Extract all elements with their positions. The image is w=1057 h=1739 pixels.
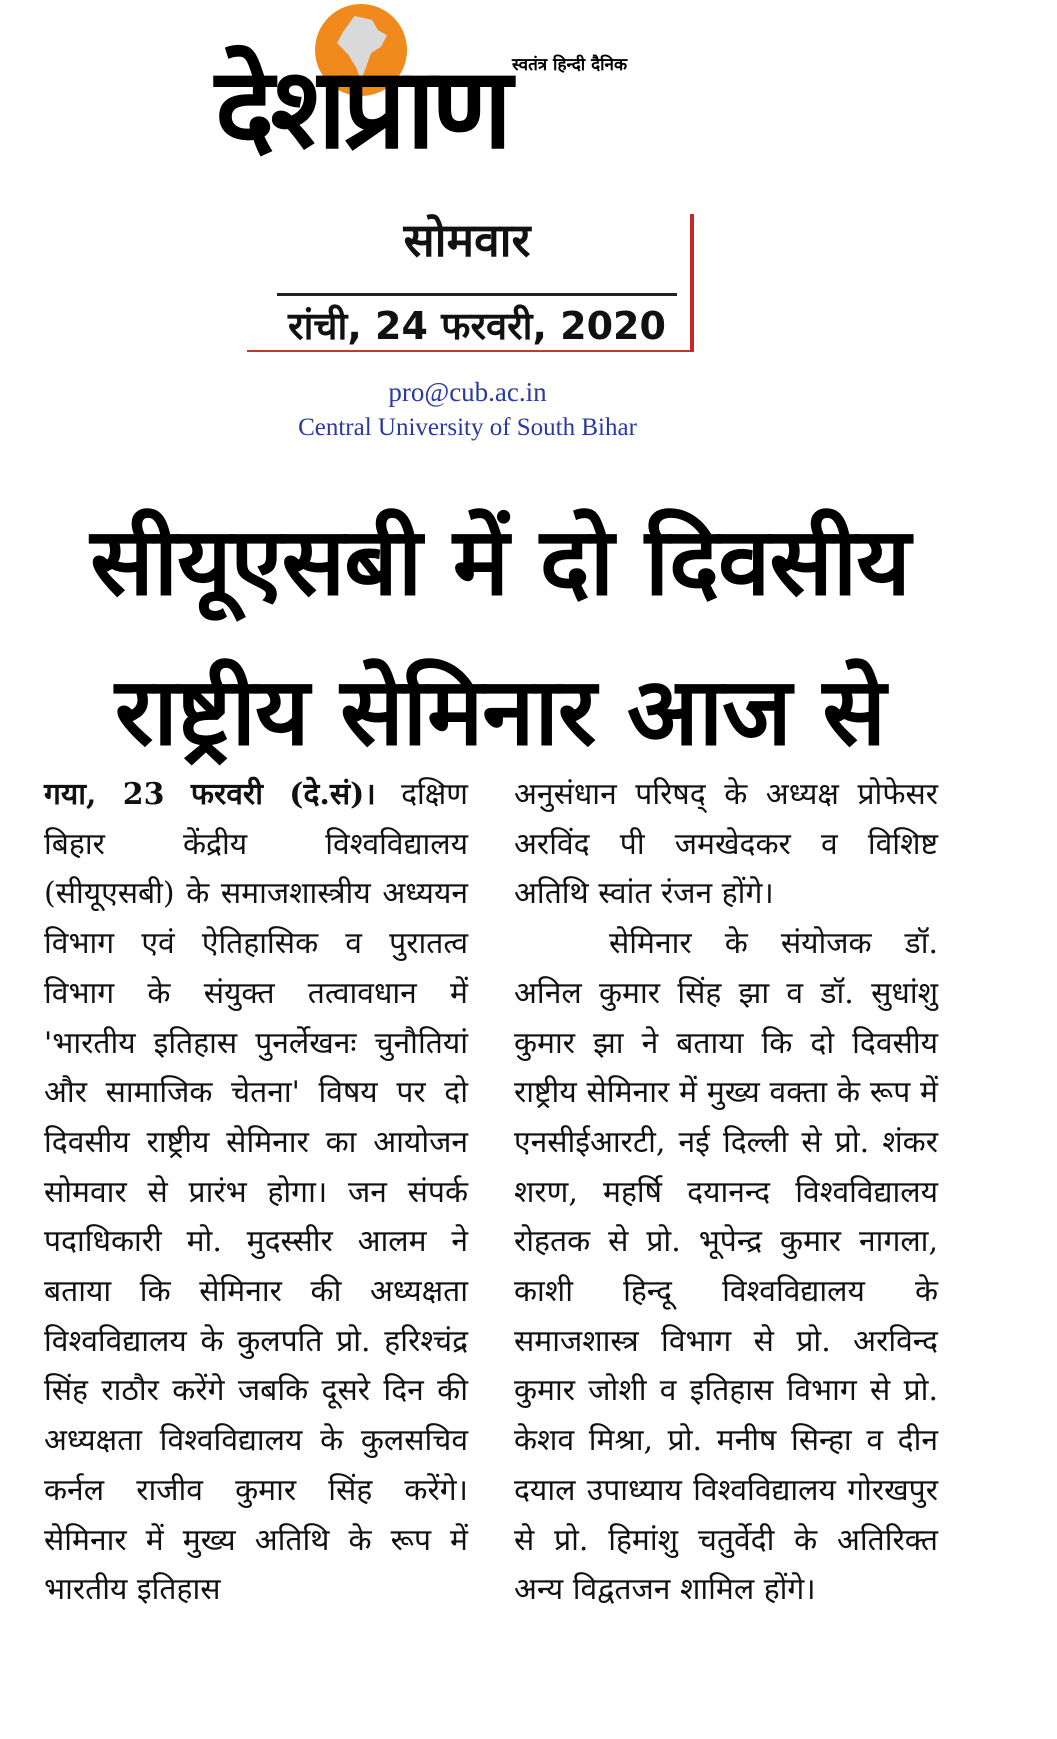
article-column-right [514,770,938,1615]
article-dateline: गया, 23 फरवरी (दे.सं)। [44,777,376,812]
issue-date-block [247,210,687,352]
article-paragraph [44,770,468,1615]
article-paragraph: सेमिनार के संयोजक डॉ. अनिल कुमार सिंह झा व डॉ. सुधांशु कुमार झा ने बताया कि दो दिवसीय राष्ट्रीय सेमिनार में मुख्य वक्ता के रूप में एनसीईआरटी, नई दिल्ली से प्रो. शंकर शरण, महर्षि दयानन्द विश्वविद्यालय रोहतक से प्रो. भूपेन्द्र कुमार नागला, काशी हिन्दू विश्वविद्यालय के समाजशास्त्र विभाग से प्रो. अरविन्द कुमार जोशी व इतिहास विभाग से प्रो. केशव मिश्रा, प्रो. मनीष सिन्हा व दीन दयाल उपाध्याय विश्वविद्यालय गोरखपुर से प्रो. हिमांशु चतुर्वेदी के अतिरिक्त अन्य विद्वतजन शामिल होंगे। [514,926,938,1608]
date-underline-red [247,350,694,352]
article-text: दक्षिण बिहार केंद्रीय विश्वविद्यालय (सीयूएसबी) के समाजशास्त्रीय अध्ययन विभाग एवं ऐतिहासिक व पुरातत्व विभाग के संयुक्त तत्वावधान में 'भारतीय इतिहास पुनर्लेखनः चुनौतियां और सामाजिक चेतना' विषय पर दो दिवसीय राष्ट्रीय सेमिनार का आयोजन सोमवार से प्रारंभ होगा। जन संपर्क पदाधिकारी मो. मुदस्सीर आलम ने बताया कि सेमिनार की अध्यक्षता विश्वविद्यालय के कुलपति प्रो. हरिश्चंद्र सिंह राठौर करेंगे जबकि दूसरे दिन की अध्यक्षता विश्वविद्यालय के कुलसचिव कर्नल राजीव कुमार सिंह करेंगे। सेमिनार में मुख्य अतिथि के रूप में भारतीय इतिहास [44,777,468,1608]
newspaper-name: देशप्राण [215,44,509,174]
article-paragraph-continued: अनुसंधान परिषद् के अध्यक्ष प्रोफेसर अरविंद पी जमखेदकर व विशिष्ट अतिथि स्वांत रंजन होंगे। [514,777,938,912]
masthead [215,0,685,200]
issue-date: रांची, 24 फरवरी, 2020 [288,304,666,348]
article-column-left [44,770,468,1615]
credit-organization: Central University of South Bihar [298,414,637,441]
date-side-rule [690,214,694,352]
article-headline [30,488,970,788]
newspaper-tagline: स्वतंत्र हिन्दी दैनिक [512,55,628,75]
headline-line-1: सीयूएसबी में दो दिवसीय [90,508,910,617]
date-divider [277,293,677,296]
headline-line-2: राष्ट्रीय सेमिनार आज से [114,658,886,767]
credit-email: pro@cub.ac.in [388,377,547,407]
issue-weekday: सोमवार [403,213,531,267]
